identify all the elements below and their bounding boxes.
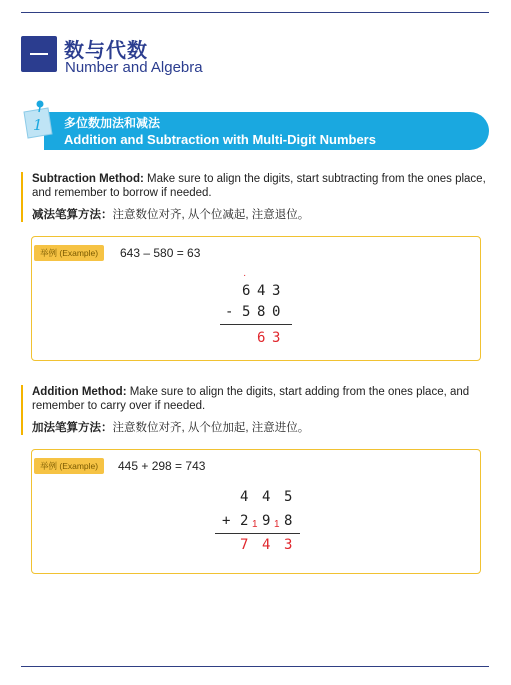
subtraction-label: Subtraction Method: <box>32 173 144 185</box>
minuend-digit: 6 <box>242 283 251 299</box>
addition-equation: 445 + 298 = 743 <box>118 459 206 473</box>
addition-cn-label: 加法笔算方法： <box>32 422 113 434</box>
addend-digit: 4 <box>240 489 249 505</box>
addend-digit: 8 <box>284 513 293 529</box>
sum-line <box>215 533 300 534</box>
chapter-title-cn: 数与代数 <box>64 40 148 62</box>
subtraction-equation: 643 – 580 = 63 <box>120 246 201 260</box>
addend-digit: 4 <box>262 489 271 505</box>
topic-title-cn: 多位数加法和减法 <box>64 116 161 130</box>
subtrahend-digit: 0 <box>272 304 281 320</box>
minuend-digit: 4 <box>257 283 266 299</box>
addition-method <box>21 385 502 435</box>
minus-operator: - <box>225 304 234 320</box>
example-tag: 举例 (Example) <box>34 458 104 474</box>
sum-digit: 4 <box>262 537 271 553</box>
addition-example <box>31 449 481 574</box>
addition-cn-text: 注意数位对齐, 从个位加起, 注意进位。 <box>112 422 310 434</box>
addition-text: Make sure to align the digits, start adding from the ones place, and remember to carry over if needed. <box>32 386 470 412</box>
subtraction-cn-label: 减法笔算方法： <box>32 209 113 221</box>
difference-digit: 6 <box>257 330 266 346</box>
addend-digit: 2 <box>240 513 249 529</box>
sum-line <box>220 324 292 325</box>
subtraction-method <box>21 172 502 222</box>
minuend-digit: 3 <box>272 283 281 299</box>
subtraction-cn-text: 注意数位对齐, 从个位减起, 注意退位。 <box>112 209 310 221</box>
sum-digit: 7 <box>240 537 249 553</box>
plus-operator: + <box>222 513 231 529</box>
bottom-rule <box>21 666 489 667</box>
addend-digit: 9 <box>262 513 271 529</box>
example-tag: 举例 (Example) <box>34 245 104 261</box>
subtrahend-digit: 5 <box>242 304 251 320</box>
addition-label: Addition Method: <box>32 386 127 398</box>
topic-number: 1 <box>33 116 43 134</box>
subtraction-example <box>31 236 481 361</box>
chapter-symbol <box>30 53 48 55</box>
carry-digit: 1 <box>274 519 280 530</box>
addend-digit: 5 <box>284 489 293 505</box>
pin-note-icon <box>18 98 58 142</box>
difference-digit: 3 <box>272 330 281 346</box>
borrow-dot: · <box>243 270 247 281</box>
chapter-title-en: Number and Algebra <box>65 59 203 76</box>
subtraction-text: Make sure to align the digits, start subtracting from the ones place, and remember to borrow if needed. <box>32 173 486 199</box>
subtrahend-digit: 8 <box>257 304 266 320</box>
topic-title-en: Addition and Subtraction with Multi-Digit Numbers <box>64 132 376 147</box>
sum-digit: 3 <box>284 537 293 553</box>
top-rule <box>21 12 489 13</box>
carry-digit: 1 <box>252 519 258 530</box>
chapter-badge <box>21 36 57 72</box>
